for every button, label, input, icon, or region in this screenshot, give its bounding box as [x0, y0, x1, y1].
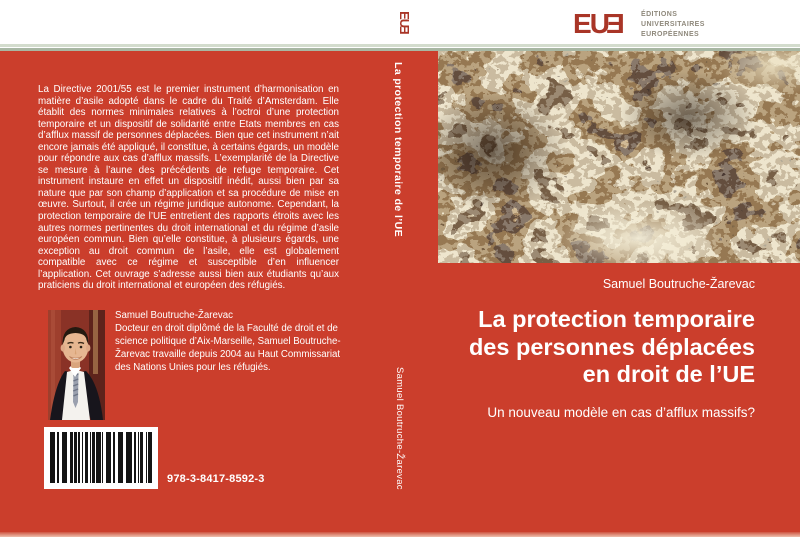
- publisher-name-line: UNIVERSITAIRES: [641, 21, 705, 28]
- eue-logo-icon: EUE: [573, 8, 625, 39]
- bottom-page-edge: [0, 532, 800, 537]
- publisher-name: [641, 10, 705, 40]
- back-cover-blurb: La Directive 2001/55 est le premier instrument d’harmonisation en matière d’asile adopté dans le cadre du Traité d’Amsterdam. Elle établit des normes minimales relatives à l’octroi d’une protection temporaire et un dispositif de solidarité entre Etats membres en cas d’afflux massif de personnes déplacées. Bien que cet instrument n’ait encore jamais été appliqué, il constitue, à certains égards, un modèle pour répondre aux cas d’afflux massifs. L’exemplarité de la Directive se mesure à l’aune des précédents de refuge temporaire. Cet instrument instaure en effet un dispositif inédit, aussi bien par sa nature que par son champ d’application et sa procédure de mise en œuvre. Surtout, il crée un régime juridique autonome. Cependant, la protection temporaire de l’UE entretient des rapports étroits avec les autres normes pertinentes du droit international et du régime d’asile européen commun. Bien qu’elle constitue, à plusieurs égards, une exception au droit commun de l’asile, elle est globalement compatible avec ce régime et susceptible d’en influencer l’application. Cet ouvrage s’adresse aussi bien aux étudiants qu’aux praticiens du droit international et européen des réfugiés.: [38, 84, 339, 292]
- green-separator-band: [0, 44, 800, 51]
- front-author-name: Samuel Boutruche-Žarevac: [602, 277, 755, 291]
- front-subtitle: Un nouveau modèle en cas d’afflux massifs?: [487, 405, 755, 420]
- back-author-name: Samuel Boutruche-Žarevac: [115, 310, 233, 321]
- spine-author: Samuel Boutruche-Žarevac: [394, 367, 405, 490]
- eue-logo-icon: EUE: [397, 11, 413, 35]
- front-title-line: en droit de l’UE: [582, 361, 755, 387]
- front-title-line: La protection temporaire: [478, 306, 755, 332]
- spine-publisher-logo: [393, 9, 417, 37]
- publisher-name-line: EUROPÉENNES: [641, 31, 700, 38]
- front-title-line: des personnes déplacées: [468, 333, 755, 360]
- isbn-number: 978-3-8417-8592-3: [167, 473, 265, 485]
- cover-texture-image: [438, 51, 800, 263]
- barcode: [44, 427, 158, 489]
- author-photo: [48, 310, 105, 420]
- publisher-name-line: ÉDITIONS: [641, 11, 678, 18]
- publisher-logo: [573, 8, 625, 40]
- author-block: [115, 310, 341, 375]
- back-author-bio: Docteur en droit diplômé de la Faculté de droit et de science politique d’Aix-Marseille, Samuel Boutruche-Žarevac travaille depuis 2004 au Haut Commissariat des Nations Unies pour les réfugiés.: [115, 322, 341, 373]
- front-title: [469, 306, 755, 389]
- barcode-bars-icon: [50, 432, 152, 483]
- spine-title: La protection temporaire de l’UE: [392, 62, 404, 237]
